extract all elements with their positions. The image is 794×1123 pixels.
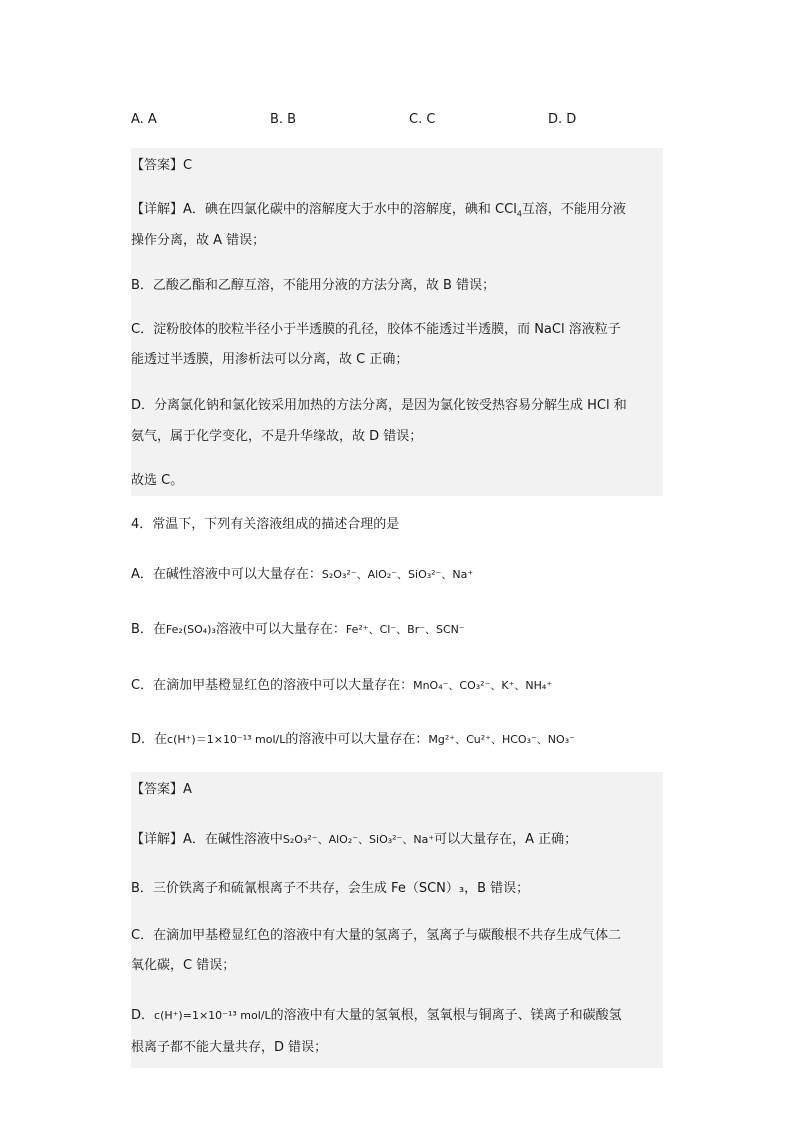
q4-option-b-text: B．在 (131, 622, 166, 637)
q4-detail-a-end: 可以大量存在，A 正确； (434, 832, 578, 847)
q3-detail-a-text: 【详解】A．碘在四氯化碳中的溶解度大于水中的溶解度，碘和 (131, 202, 491, 217)
q3-detail-c-line2: 能透过半透膜，用渗析法可以分离，故 C 正确； (131, 352, 409, 367)
q3-detail-a-line1 (131, 200, 626, 220)
q4-option-b-mid: 溶液中可以大量存在： (215, 622, 346, 637)
q4-option-a (131, 565, 473, 585)
q4-option-d-text: D．在 (131, 732, 168, 747)
q3-answer: 【答案】C (131, 158, 193, 173)
q4-option-c (131, 676, 552, 696)
q4-stem: 4．常温下，下列有关溶液组成的描述合理的是 (131, 517, 400, 532)
q3-detail-d-line2: 氨气，属于化学变化，不是升华缘故，故 D 错误； (131, 429, 423, 444)
q4-option-d (131, 730, 575, 750)
option-d: D. D (548, 112, 577, 127)
q4-option-a-ions: S₂O₃²⁻、AlO₂⁻、SiO₃²⁻、Na⁺ (321, 568, 474, 581)
q4-option-d-cond: c(H⁺)＝1×10⁻¹³ mol/L (167, 733, 286, 746)
q4-detail-d-line2: 根离子都不能大量共存，D 错误； (131, 1040, 328, 1055)
q4-option-b-salt: Fe₂(SO₄)₃ (165, 623, 216, 636)
q3-detail-d-line1: D．分离氯化钠和氯化铵采用加热的方法分离，是因为氯化铵受热容易分解生成 HCl 和 (131, 398, 627, 413)
q4-detail-c-line2: 氧化碳，C 错误； (131, 958, 236, 973)
q3-detail-a-line2: 操作分离，故 A 错误； (131, 233, 266, 248)
q4-option-d-ions: Mg²⁺、Cu²⁺、HCO₃⁻、NO₃⁻ (428, 733, 575, 746)
q4-detail-a-text: 【详解】A．在碱性溶液中 (131, 832, 283, 847)
q4-detail-d-end: 的溶液中有大量的氢氧根，氢氧根与铜离子、镁离子和碳酸氢 (270, 1008, 622, 1023)
q3-conclusion: 故选 C。 (131, 473, 184, 488)
q4-option-c-ions: MnO₄⁻、CO₃²⁻、K⁺、NH₄⁺ (413, 679, 553, 692)
q4-detail-a (131, 830, 577, 850)
option-b: B. B (270, 112, 297, 127)
q4-detail-d-line1 (131, 1006, 622, 1026)
option-a: A. A (131, 112, 157, 127)
q4-option-b (131, 620, 465, 640)
q4-detail-d-pre: D． (131, 1008, 155, 1023)
option-c: C. C (409, 112, 436, 127)
q3-detail-b: B．乙酸乙酯和乙醇互溶，不能用分液的方法分离，故 B 错误； (131, 278, 496, 293)
q4-detail-c-line1: C．在滴加甲基橙显红色的溶液中有大量的氢离子，氢离子与碳酸根不共存生成气体二 (131, 928, 622, 943)
q4-option-a-text: A．在碱性溶液中可以大量存在： (131, 567, 322, 582)
q3-ccl4: CCl$_4$ (495, 202, 522, 219)
q4-answer: 【答案】A (131, 782, 192, 797)
q3-detail-c-line1: C．淀粉胶体的胶粒半径小于半透膜的孔径，胶体不能透过半透膜，而 NaCl 溶液粒子 (131, 322, 621, 337)
q4-option-b-ions: Fe²⁺、Cl⁻、Br⁻、SCN⁻ (345, 623, 465, 636)
q4-detail-d-cond: c(H⁺)=1×10⁻¹³ mol/L (154, 1009, 271, 1022)
q4-option-c-text: C．在滴加甲基橙显红色的溶液中可以大量存在： (131, 678, 414, 693)
q4-option-d-mid: 的溶液中可以大量存在： (285, 732, 429, 747)
q4-detail-b: B．三价铁离子和硫氰根离子不共存，会生成 Fe（SCN）₃，B 错误； (131, 881, 530, 896)
q3-detail-a-end: 互溶，不能用分液 (521, 202, 626, 217)
q4-detail-a-ions: S₂O₃²⁻、AlO₂⁻、SiO₃²⁻、Na⁺ (282, 833, 435, 846)
